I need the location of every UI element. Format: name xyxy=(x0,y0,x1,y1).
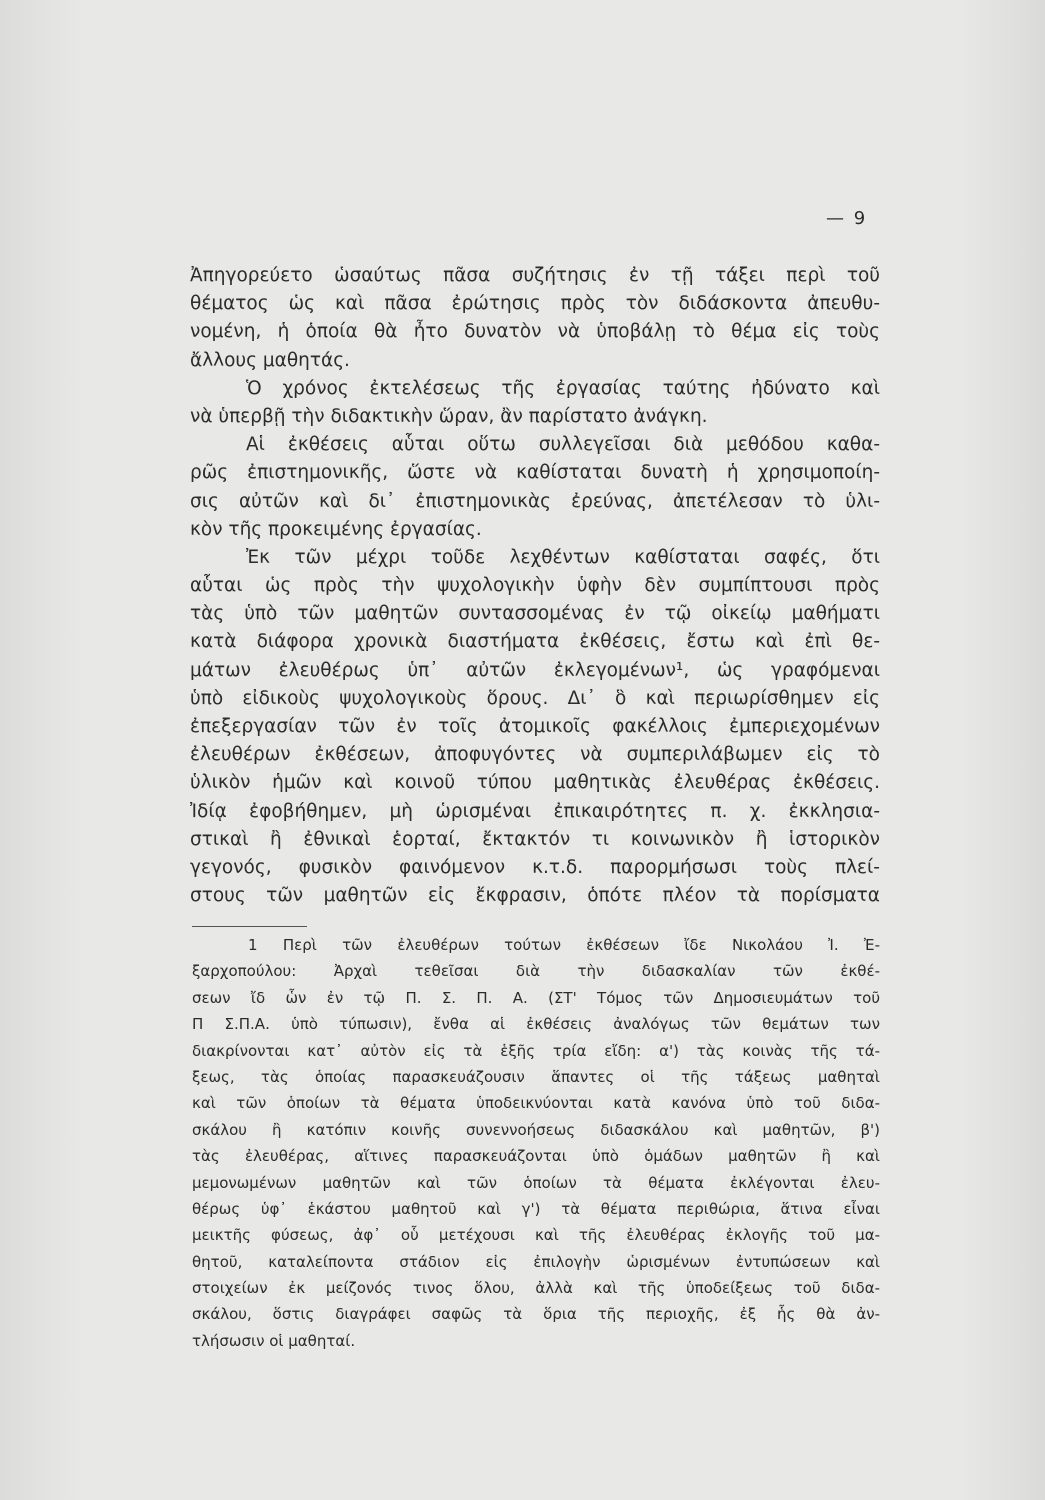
footnote-line: θέρως ὑφ᾿ ἑκάστου μαθητοῦ καὶ γ') τὰ θέματα περιθώρια, ἅτινα εἶναι xyxy=(192,1199,880,1218)
text-line: θέματος ὡς καὶ πᾶσα ἐρώτησις πρὸς τὸν διδάσκοντα ἀπευθυ- xyxy=(190,293,880,315)
footnote-line: ξαρχοπούλου: Ἀρχαὶ τεθεῖσαι διὰ τὴν διδασκαλίαν τῶν ἐκθέ- xyxy=(192,962,880,981)
footnote-line: ξεως, τὰς ὁποίας παρασκευάζουσιν ἅπαντες οἱ τῆς τάξεως μαθηταὶ xyxy=(192,1067,880,1086)
text-line: γεγονός, φυσικὸν φαινόμενον κ.τ.δ. παρορμήσωσι τοὺς πλεί- xyxy=(190,856,880,878)
text-line: νὰ ὑπερβῇ τὴν διδακτικὴν ὥραν, ἂν παρίστατο ἀνάγκη. xyxy=(190,405,708,427)
footnote-line: σκάλου, ὅστις διαγράφει σαφῶς τὰ ὅρια τῆς περιοχῆς, ἐξ ἧς θὰ ἀν- xyxy=(192,1305,880,1324)
footnote-line: θητοῦ, καταλείποντα στάδιον εἰς ἐπιλογὴν ὡρισμένων ἐντυπώσεων καὶ xyxy=(192,1252,880,1271)
text-line: ὑπὸ εἰδικοὺς ψυχολογικοὺς ὅρους. Δι᾿ ὃ καὶ περιωρίσθημεν εἰς xyxy=(190,687,880,709)
text-line: ἄλλους μαθητάς. xyxy=(190,349,350,371)
text-line: σις αὐτῶν καὶ δι᾿ ἐπιστημονικὰς ἐρεύνας, ἀπετέλεσαν τὸ ὑλι- xyxy=(190,490,880,512)
footnote-line: 1 Περὶ τῶν ἐλευθέρων τούτων ἐκθέσεων ἴδε Νικολάου Ἰ. Ἐ- xyxy=(248,936,880,954)
page-number: — 9 xyxy=(826,208,868,229)
text-line: ἐλευθέρων ἐκθέσεων, ἀποφυγόντες νὰ συμπεριλάβωμεν εἰς τὸ xyxy=(190,744,880,766)
text-line: μάτων ἐλευθέρως ὑπ᾿ αὐτῶν ἐκλεγομένων¹, ὡς γραφόμεναι xyxy=(190,659,880,681)
text-line: ἐπεξεργασίαν τῶν ἐν τοῖς ἀτομικοῖς φακέλλοις ἐμπεριεχομένων xyxy=(190,716,880,737)
text-line: Ὁ χρόνος ἐκτελέσεως τῆς ἐργασίας ταύτης ἠδύνατο καὶ xyxy=(246,377,880,399)
body-text xyxy=(190,262,880,910)
footnote-line: διακρίνονται κατ᾿ αὐτὸν εἰς τὰ ἑξῆς τρία εἴδη: α') τὰς κοινὰς τῆς τά- xyxy=(192,1041,880,1060)
text-line: στικαὶ ἢ ἐθνικαὶ ἑορταί, ἔκτακτόν τι κοινωνικὸν ἢ ἱστορικὸν xyxy=(190,828,880,850)
text-line: στους τῶν μαθητῶν εἰς ἔκφρασιν, ὁπότε πλέον τὰ πορίσματα xyxy=(190,885,880,907)
text-line: Αἱ ἐκθέσεις αὗται οὕτω συλλεγεῖσαι διὰ μεθόδου καθα- xyxy=(246,434,880,456)
footnote-divider xyxy=(192,926,307,927)
text-line: Ἐκ τῶν μέχρι τοῦδε λεχθέντων καθίσταται σαφές, ὅτι xyxy=(246,546,880,568)
text-line: αὗται ὡς πρὸς τὴν ψυχολογικὴν ὑφὴν δὲν συμπίπτουσι πρὸς xyxy=(190,575,880,597)
footnote-line: Π Σ.Π.Α. ὑπὸ τύπωσιν), ἔνθα αἱ ἐκθέσεις ἀναλόγως τῶν θεμάτων των xyxy=(192,1015,880,1034)
footnote-line: τλήσωσιν οἱ μαθηταί. xyxy=(192,1331,356,1350)
text-line: ρῶς ἐπιστημονικῆς, ὥστε νὰ καθίσταται δυνατὴ ἡ χρησιμοποίη- xyxy=(190,462,880,484)
text-line: Ἰδίᾳ ἐφοβήθημεν, μὴ ὡρισμέναι ἐπικαιρότητες π. χ. ἐκκλησια- xyxy=(190,800,880,822)
footnote-line: μεικτῆς φύσεως, ἀφ᾿ οὗ μετέχουσι καὶ τῆς ἐλευθέρας ἐκλογῆς τοῦ μα- xyxy=(192,1226,880,1245)
text-line: κὸν τῆς προκειμένης ἐργασίας. xyxy=(190,518,482,540)
footnote-line: σεων ἴδ ὧν ἐν τῷ Π. Σ. Π. Α. (ΣΤ' Τόμος τῶν Δημοσιευμάτων τοῦ xyxy=(192,988,880,1007)
footnote xyxy=(192,932,880,1354)
footnote-line: καὶ τῶν ὁποίων τὰ θέματα ὑποδεικνύονται κατὰ κανόνα ὑπὸ τοῦ διδα- xyxy=(192,1094,880,1113)
text-line: ὑλικὸν ἡμῶν καὶ κοινοῦ τύπου μαθητικὰς ἐλευθέρας ἐκθέσεις. xyxy=(190,772,880,794)
footnote-line: τὰς ἐλευθέρας, αἵτινες παρασκευάζονται ὑπὸ ὁμάδων μαθητῶν ἢ καὶ xyxy=(192,1147,880,1166)
text-line: νομένη, ἡ ὁποία θὰ ἦτο δυνατὸν νὰ ὑποβάλῃ τὸ θέμα εἰς τοὺς xyxy=(190,321,880,343)
footnote-line: στοιχείων ἐκ μείζονός τινος ὅλου, ἀλλὰ καὶ τῆς ὑποδείξεως τοῦ διδα- xyxy=(192,1279,880,1298)
text-line: Ἀπηγορεύετο ὡσαύτως πᾶσα συζήτησις ἐν τῇ τάξει περὶ τοῦ xyxy=(190,265,880,286)
footnote-line: σκάλου ἢ κατόπιν κοινῆς συνεννοήσεως διδασκάλου καὶ μαθητῶν, β') xyxy=(192,1120,880,1139)
text-line: κατὰ διάφορα χρονικὰ διαστήματα ἐκθέσεις, ἔστω καὶ ἐπὶ θε- xyxy=(190,631,880,653)
footnote-line: μεμονωμένων μαθητῶν καὶ τῶν ὁποίων τὰ θέματα ἐκλέγονται ἐλευ- xyxy=(192,1173,880,1192)
text-line: τὰς ὑπὸ τῶν μαθητῶν συντασσομένας ἐν τῷ οἰκείῳ μαθήματι xyxy=(190,603,880,625)
